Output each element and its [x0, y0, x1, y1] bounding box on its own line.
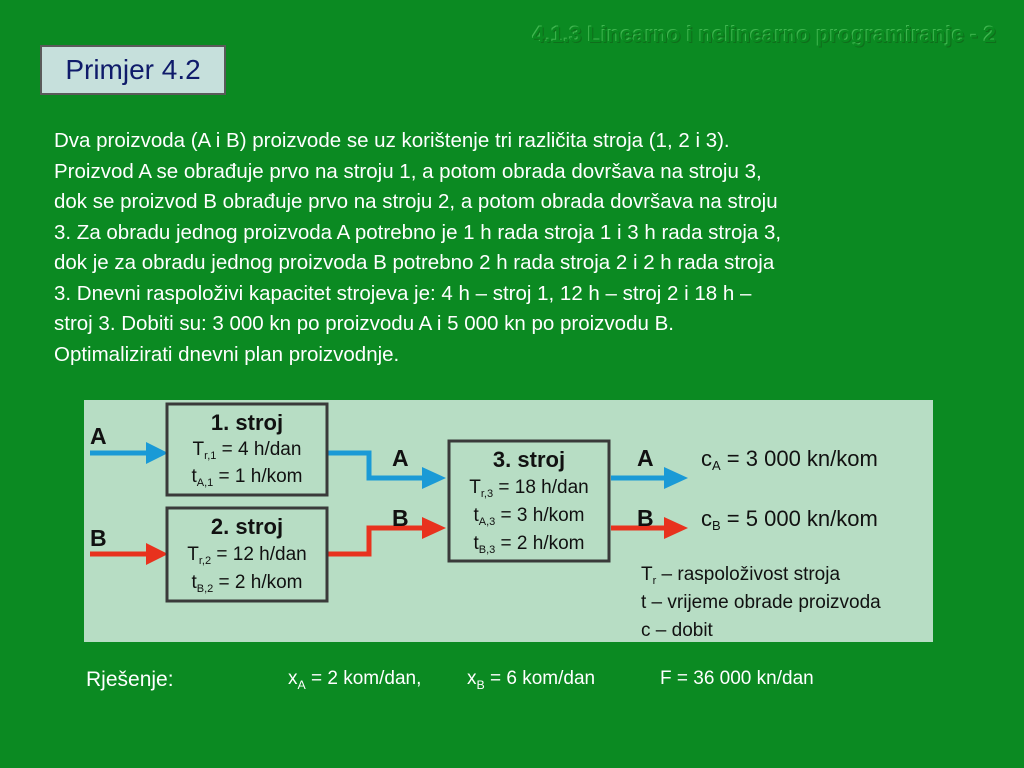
machine-2-title: 2. stroj: [210, 514, 284, 539]
label-b-in: B: [90, 525, 107, 551]
label-a-mid: A: [392, 445, 409, 471]
profit-a: cA = 3 000 kn/kom: [701, 446, 878, 473]
example-title: Primjer 4.2: [65, 54, 201, 85]
machine-3-time-b: $t_{B,3} = 2$ h/kom: [473, 533, 585, 556]
solution-objective: F = 36 000 kn/dan: [660, 668, 814, 689]
label-b-out: B: [637, 505, 654, 531]
machine-3-time-a: $t_{A,3} = 3$ h/kom: [473, 505, 585, 528]
legend-capacity: $T_r$ – raspoloživost stroja: [641, 564, 841, 587]
machine-3-title: 3. stroj: [492, 447, 566, 472]
legend-time: t – vrijeme obrade proizvoda: [641, 592, 881, 613]
production-diagram: [84, 400, 933, 642]
legend-profit: c – dobit: [641, 620, 713, 641]
machine-1-time-a: $t_{A,1} = 1$ h/kom: [191, 466, 303, 489]
machine-2-time-b: $t_{B,2} = 2$ h/kom: [191, 572, 303, 595]
example-title-box: [40, 45, 226, 95]
label-a-in: A: [90, 423, 107, 449]
profit-b: cB = 5 000 kn/kom: [701, 506, 878, 533]
solution-xa: $x_A = 2$ kom/dan,: [288, 668, 422, 692]
slide-header-title: 4.1.3 Linearno i nelinearno programiranje - 2: [532, 22, 996, 47]
label-b-mid: B: [392, 505, 409, 531]
label-a-out: A: [637, 445, 654, 471]
solution-xb: $x_B = 6$ kom/dan: [467, 668, 596, 692]
machine-2-capacity: $T_{r,2} = 12$ h/dan: [187, 544, 307, 567]
solution-label: Rješenje:: [86, 668, 174, 691]
problem-statement: Dva proizvoda (A i B) proizvode se uz korištenje tri različita stroja (1, 2 i 3). Proizvod A se obrađuje prvo na stroju 1, a potom obrada dovršava na stroju 3, dok se proizvod B obrađuje prvo na stroju 2, a potom obrada dovršava na stroju 3. Za obradu jednog proizvoda A potrebno je 1 h rada stroja 1 i 3 h rada stroja 3, dok je za obradu jednog proizvoda B potrebno 2 h rada stroja 2 i 2 h rada stroja 3. Dnevni raspoloživi kapacitet strojeva je: 4 h – stroj 1, 12 h – stroj 2 i 18 h – stroj 3. Dobiti su: 3 000 kn po proizvodu A i 5 000 kn po proizvodu B. Optimalizirati dnevni plan proizvodnje.: [54, 129, 782, 366]
machine-3-capacity: $T_{r,3} = 18$ h/dan: [469, 477, 589, 500]
machine-1-title: 1. stroj: [210, 410, 284, 435]
machine-1-capacity: $T_{r,1} = 4$ h/dan: [192, 439, 302, 462]
